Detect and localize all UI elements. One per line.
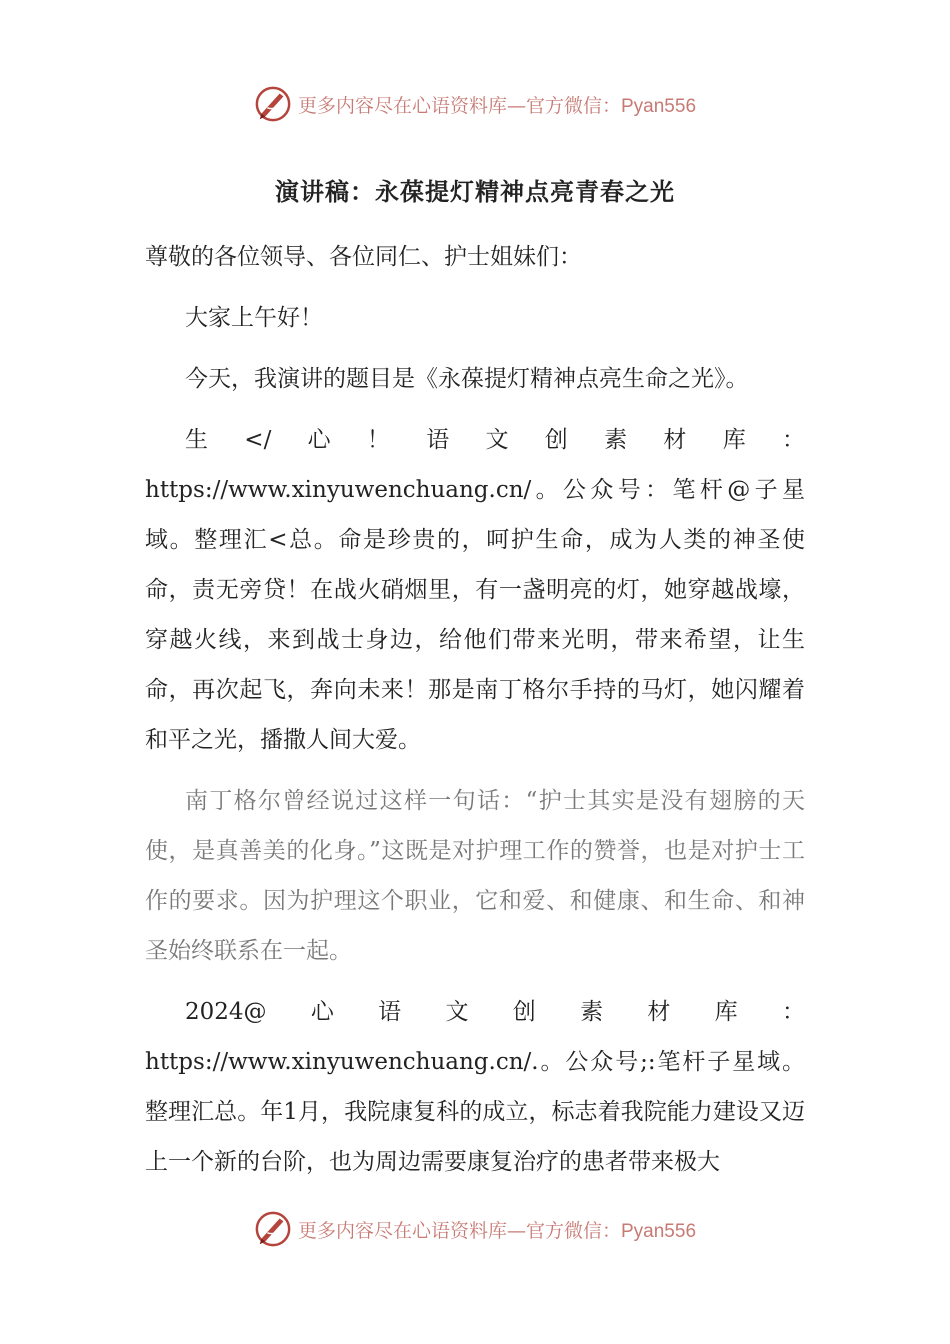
- paragraph-salutation: 尊敬的各位领导、各位同仁、护士姐妹们：: [145, 244, 582, 270]
- header-banner-text: [298, 91, 696, 118]
- paragraph-body-2: 南丁格尔曾经说过这样一句话：“护士其实是没有翅膀的天使，是真善美的化身。”这既是对护理工作的赞誉，也是对护士工作的要求。因为护理这个职业，它和爱、和健康、和生命、和神圣始终联系在一起。: [145, 788, 805, 964]
- footer-banner-label: 更多内容尽在心语资料库—官方微信：: [297, 1219, 621, 1242]
- pen-logo-icon: [254, 85, 292, 123]
- header-banner: [0, 80, 950, 128]
- paragraph-greeting: 大家上午好！: [185, 305, 323, 331]
- footer-wechat-id: Pyan556: [621, 1220, 697, 1242]
- header-banner-label: 更多内容尽在心语资料库—官方微信：: [297, 94, 621, 117]
- paragraph-body-1: 生</心！语文创素材库：https://www.xinyuwenchuang.cn/。公众号：笔杆@子星域。整理汇<总。命是珍贵的，呵护生命，成为人类的神圣使命，责无旁贷！在战火硝烟里，有一盏明亮的灯，她穿越战壕，穿越火线，来到战士身边，给他们带来光明，带来希望，让生命，再次起飞，奔向未来！那是南丁格尔手持的马灯，她闪耀着和平之光，播撒人间大爱。: [145, 427, 805, 753]
- document-title: 演讲稿：永葆提灯精神点亮青春之光: [275, 177, 675, 206]
- paragraph-topic: 今天，我演讲的题目是《永葆提灯精神点亮生命之光》。: [185, 366, 749, 392]
- footer-banner: [0, 1205, 950, 1253]
- document-body: [145, 232, 805, 1198]
- footer-banner-text: [298, 1216, 696, 1243]
- pen-logo-icon: [254, 1210, 292, 1248]
- paragraph-body-3: 2024@心语文创素材库：https://www.xinyuwenchuang.cn/.。公众号;:笔杆子星域。整理汇总。年1月，我院康复科的成立，标志着我院能力建设又迈上一个新的台阶，也为周边需要康复治疗的患者带来极大: [145, 999, 805, 1175]
- header-wechat-id: Pyan556: [621, 95, 697, 117]
